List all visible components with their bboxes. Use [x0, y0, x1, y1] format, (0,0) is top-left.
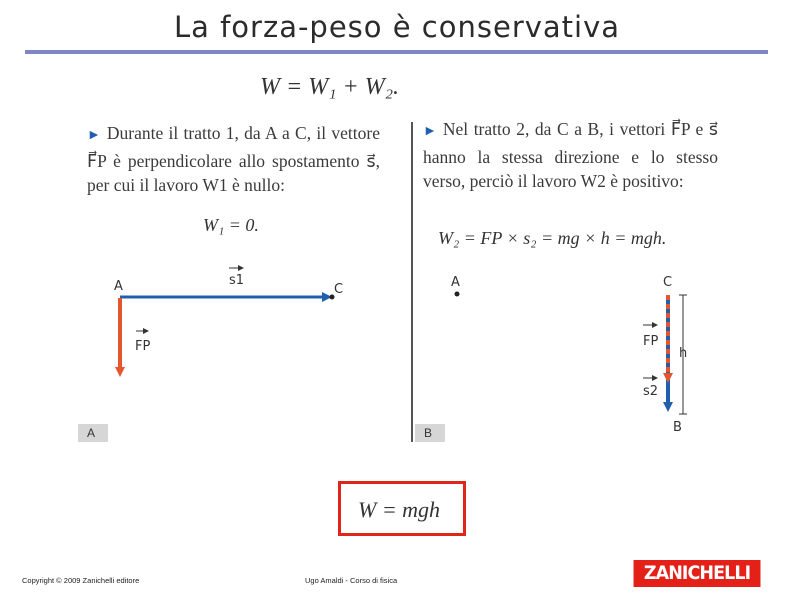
footer-credit: Ugo Amaldi - Corso di fisica — [305, 576, 398, 585]
zanichelli-logo: ZANICHELLI — [634, 560, 761, 587]
point-a-label: A — [451, 275, 460, 290]
point-a-label: A — [114, 279, 123, 294]
fp-label: FP — [135, 339, 151, 354]
h-label: h — [679, 346, 688, 361]
bullet-arrow-icon: ► — [87, 128, 101, 143]
footer-copyright: Copyright © 2009 Zanichelli editore — [22, 576, 140, 585]
w2-equation: W₂ = FP × s₂ = mg × h = mgh. — [438, 228, 667, 248]
panel-b-diagram — [451, 275, 687, 435]
w1-equation: W₁ = 0. — [203, 215, 259, 235]
point-c-label: C — [334, 282, 344, 297]
result-box — [338, 481, 466, 536]
s2-label: s2 — [643, 384, 659, 399]
fp-label: FP — [643, 334, 659, 349]
work-sum-equation: W = W₁ + W₂. — [260, 74, 400, 100]
right-paragraph-text: Nel tratto 2, da C a B, i vettori F⃗P e s⃗ hanno la stessa direzione e lo stesso verso, perciò il lavoro W2 è positivo: — [423, 119, 718, 191]
point-a-dot — [455, 292, 460, 297]
panel-a-diagram — [114, 268, 343, 372]
left-paragraph-text: Durante il tratto 1, da A a C, il vettore F⃗P è perpendicolare allo spostamento s⃗, per cui il lavoro W1 è nullo: — [87, 123, 380, 195]
s1-label: s1 — [229, 273, 245, 288]
result-equation: W = mgh — [358, 497, 441, 522]
slide-title: La forza-peso è conservativa — [173, 10, 621, 44]
panel-b-tag: B — [415, 424, 445, 442]
point-c-label: C — [663, 275, 673, 290]
panel-a-tag: A — [78, 424, 108, 442]
point-b-label: B — [673, 420, 682, 435]
bullet-arrow-icon: ► — [423, 124, 437, 139]
